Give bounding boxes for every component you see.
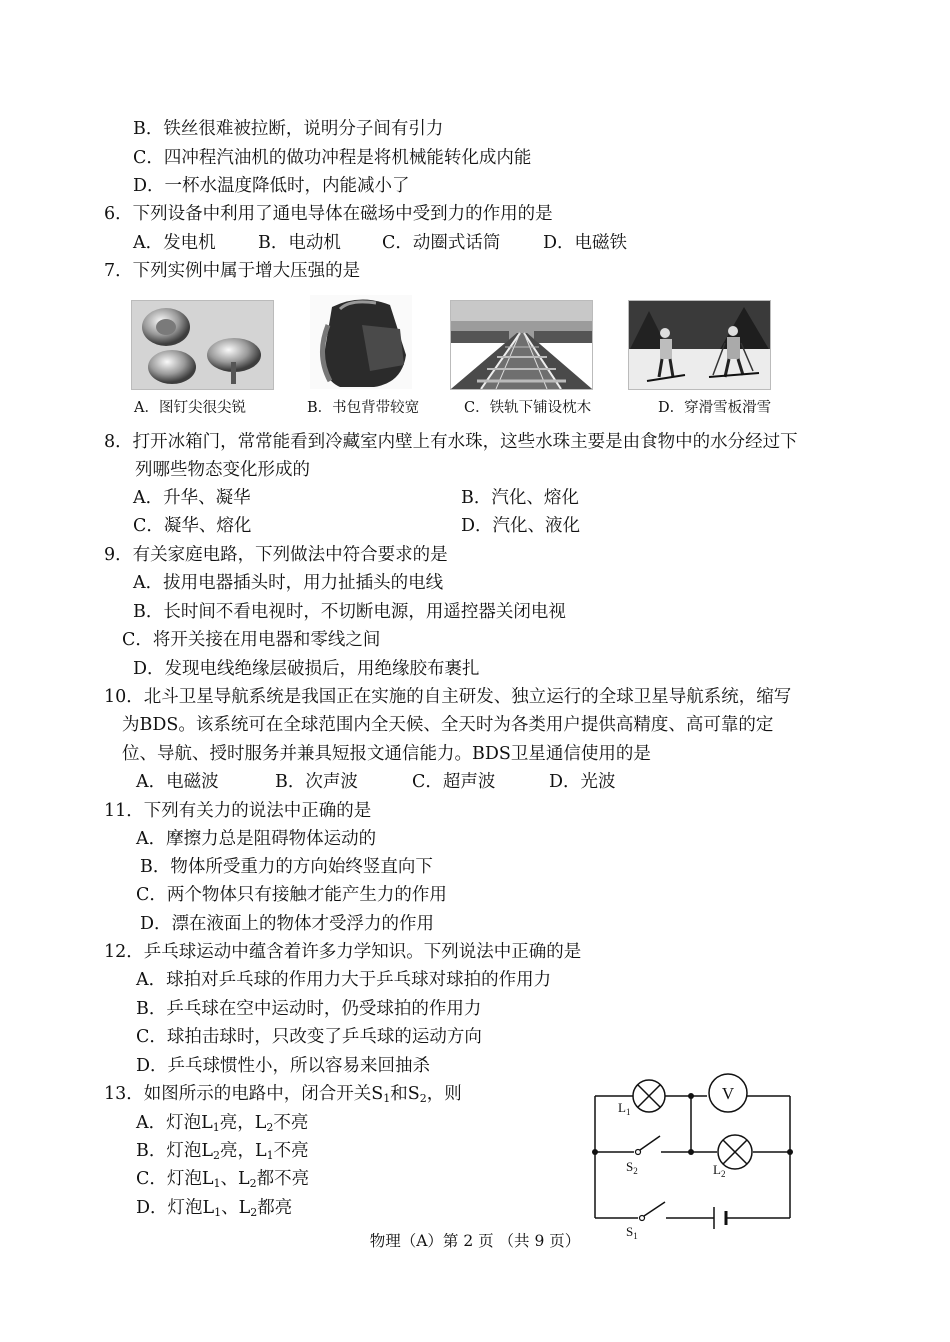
q11-option-a: A．摩擦力总是阻碍物体运动的 [136, 829, 377, 849]
q11-stem: 11．下列有关力的说法中正确的是 [104, 801, 372, 821]
q8-option-c: C．凝华、熔化 [133, 516, 252, 536]
switch-s2-label: $S_2$ [626, 1159, 638, 1176]
q13-option-c: C．灯泡$L_1$、$L_2$都不亮 [136, 1169, 310, 1190]
q13-stem: 13．如图所示的电路中，闭合开关$S_1$和$S_2$，则 [104, 1084, 462, 1105]
q6-stem: 6．下列设备中利用了通电导体在磁场中受到力的作用的是 [104, 204, 553, 224]
q5-option-c: C．四冲程汽油机的做功冲程是将机械能转化成内能 [133, 148, 532, 168]
junction-dot [787, 1149, 793, 1155]
q12-option-d: D．乒乓球惯性小，所以容易来回抽杀 [136, 1056, 431, 1076]
thumbtack-image [132, 301, 273, 389]
railway-image [451, 301, 592, 389]
lamp-l2-label: $L_2$ [713, 1162, 726, 1179]
q7-caption-d: D．穿滑雪板滑雪 [658, 400, 772, 416]
q12-option-b: B．乒乓球在空中运动时，仍受球拍的作用力 [136, 999, 482, 1019]
junction-dot [688, 1093, 694, 1099]
voltmeter-label: V [721, 1084, 735, 1103]
q11-option-d: D．漂在液面上的物体才受浮力的作用 [140, 914, 435, 934]
q5-option-d: D．一杯水温度降低时，内能减小了 [133, 176, 410, 196]
q8-stem-line2: 列哪些物态变化形成的 [135, 460, 310, 480]
q8-option-a: A．升华、凝华 [133, 488, 251, 508]
backpack-image [310, 295, 412, 389]
q13-option-a: A．灯泡$L_1$亮，$L_2$不亮 [136, 1113, 309, 1134]
railway-photo [450, 300, 593, 390]
q10-stem-line3: 位、导航、授时服务并兼具短报文通信能力。BDS卫星通信使用的是 [122, 744, 651, 764]
q9-stem: 9．有关家庭电路，下列做法中符合要求的是 [104, 545, 448, 565]
q7-caption-c: C．铁轨下铺设枕木 [464, 400, 592, 416]
q8-option-d: D．汽化、液化 [461, 516, 581, 536]
q11-option-c: C．两个物体只有接触才能产生力的作用 [136, 885, 447, 905]
voltmeter-icon [709, 1074, 747, 1112]
q13-option-d: D．灯泡$L_1$、$L_2$都亮 [136, 1198, 293, 1219]
q10-option-c: C．超声波 [412, 772, 496, 792]
lamp-l1-icon [633, 1080, 665, 1112]
q12-stem: 12．乒乓球运动中蕴含着许多力学知识。下列说法中正确的是 [104, 942, 582, 962]
skiing-photo [628, 300, 771, 390]
junction-dot [688, 1149, 694, 1155]
switch-s1-label: $S_1$ [626, 1224, 638, 1241]
lamp-l1-label: $L_1$ [618, 1100, 631, 1117]
junction-dot [592, 1149, 598, 1155]
q10-stem-line1: 10．北斗卫星导航系统是我国正在实施的自主研发、独立运行的全球卫星导航系统，缩写 [104, 687, 792, 707]
battery-icon [714, 1207, 726, 1229]
page-footer: 物理（A）第 2 页 （共 9 页） [369, 1232, 581, 1250]
q10-option-d: D．光波 [549, 772, 616, 792]
q6-option-a: A．发电机 [133, 233, 216, 253]
q12-option-c: C．球拍击球时，只改变了乒乓球的运动方向 [136, 1027, 482, 1047]
q13-option-b: B．灯泡$L_2$亮，$L_1$不亮 [136, 1141, 309, 1162]
q11-option-b: B．物体所受重力的方向始终竖直向下 [140, 857, 433, 877]
q6-option-d: D．电磁铁 [543, 233, 628, 253]
q12-option-a: A．球拍对乒乓球的作用力大于乒乓球对球拍的作用力 [136, 970, 552, 990]
switch-s2-icon [636, 1136, 661, 1155]
switch-s1-icon [640, 1202, 666, 1221]
skiing-image [629, 301, 770, 389]
q10-option-b: B．次声波 [275, 772, 358, 792]
q8-option-b: B．汽化、熔化 [461, 488, 579, 508]
q10-stem-line2: 为BDS。该系统可在全球范围内全天候、全天时为各类用户提供高精度、高可靠的定 [122, 715, 774, 735]
q7-caption-a: A．图钉尖很尖锐 [134, 400, 246, 416]
q10-option-a: A．电磁波 [136, 772, 219, 792]
q6-option-c: C．动圈式话筒 [382, 233, 501, 253]
q9-option-b: B．长时间不看电视时，不切断电源，用遥控器关闭电视 [133, 602, 566, 622]
q9-option-d: D．发现电线绝缘层破损后，用绝缘胶布裹扎 [133, 659, 480, 679]
thumbtack-photo [131, 300, 274, 390]
q7-stem: 7．下列实例中属于增大压强的是 [104, 261, 361, 281]
q7-caption-b: B．书包背带较宽 [307, 400, 420, 416]
q6-option-b: B．电动机 [258, 233, 341, 253]
circuit-diagram [580, 1068, 810, 1243]
backpack-photo [309, 294, 413, 390]
q8-stem-line1: 8．打开冰箱门，常常能看到冷藏室内壁上有水珠，这些水珠主要是由食物中的水分经过下 [104, 432, 798, 452]
q9-option-a: A．拔用电器插头时，用力扯插头的电线 [133, 573, 444, 593]
q5-option-b: B．铁丝很难被拉断，说明分子间有引力 [133, 119, 444, 139]
q9-option-c: C．将开关接在用电器和零线之间 [122, 630, 381, 650]
lamp-l2-icon [718, 1135, 752, 1169]
